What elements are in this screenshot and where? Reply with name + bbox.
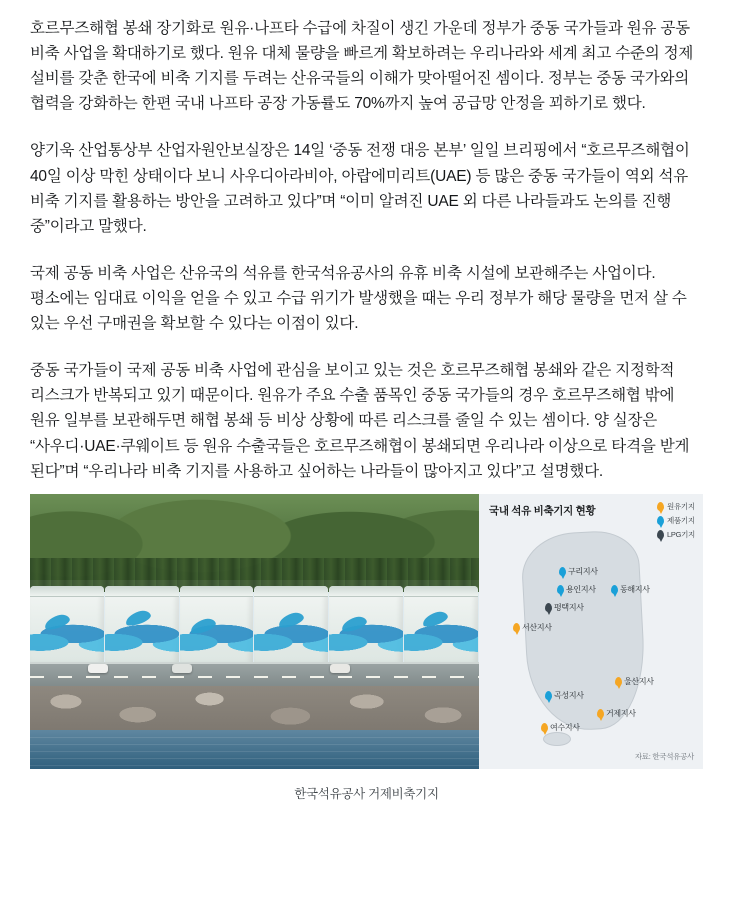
article-paragraph-3: 국제 공동 비축 사업은 산유국의 석유를 한국석유공사의 유휴 비축 시설에 보관해주는 사업이다. 평소에는 임대료 이익을 얻을 수 있고 수급 위기가 발생했을 때는 우리 정부가 해당 물량을 먼저 살 수 있는 우선 구매권을 확보할 수 있다는 이점이 있다.	[30, 264, 687, 333]
map-pin-icon	[545, 603, 552, 612]
map-site-guri	[559, 566, 598, 577]
map-site-gokseong	[545, 690, 584, 701]
map-site-label: 여수지사	[550, 722, 580, 732]
map-pin-icon	[611, 585, 618, 594]
jeju-island	[543, 732, 571, 746]
map-pin-icon	[513, 623, 520, 632]
map-pin-icon	[557, 585, 564, 594]
tank-mural-wave	[254, 622, 328, 656]
map-pin-icon	[657, 516, 664, 525]
map-site-label: 용인지사	[566, 584, 596, 594]
legend-label: LPG기지	[667, 529, 695, 539]
map-site-label: 서산지사	[522, 622, 552, 632]
map-pin-icon	[545, 691, 552, 700]
storage-tank	[329, 586, 403, 664]
oil-storage-photo	[30, 494, 479, 769]
map-site-label: 구리지사	[568, 566, 598, 576]
storage-tank	[105, 586, 179, 664]
article-paragraph-4: 중동 국가들이 국제 공동 비축 사업에 관심을 보이고 있는 것은 호르무즈해협 봉쇄와 같은 지정학적 리스크가 반복되고 있기 때문이다. 원유가 주요 수출 품목인 중동 국가들의 경우 호르무즈해협 밖에 원유 일부를 보관해두면 해협 봉쇄 등 비상 상황에 따른 리스크를 줄일 수 있는 셈이다. 양 실장은 “사우디·UAE·쿠웨이트 등 원유 수출국들은 호르무즈해협이 봉쇄되면 우리나라 이상으로 타격을 받게 된다”며 “우리나라 비축 기지를 사용하고 싶어하는 나라들이 많아지고 있다”고 설명했다.	[30, 362, 690, 480]
tank-mural-wave	[105, 622, 179, 656]
storage-base-map	[479, 494, 703, 769]
storage-tank	[404, 586, 478, 664]
tank-mural-wave	[329, 622, 403, 656]
legend-label: 제품기지	[667, 515, 695, 525]
map-source-credit: 자료: 한국석유공사	[634, 751, 694, 761]
map-site-label: 동해지사	[620, 584, 650, 594]
map-pin-icon	[559, 567, 566, 576]
map-site-label: 거제지사	[606, 708, 636, 718]
map-pin-icon	[657, 502, 664, 511]
tank-mural-wave	[404, 622, 478, 656]
map-title: 국내 석유 비축기지 현황	[489, 504, 596, 517]
map-pin-icon	[597, 709, 604, 718]
map-site-yongin	[557, 584, 596, 595]
map-pin-icon	[541, 723, 548, 732]
article-paragraph-2: 양기욱 산업통상부 산업자원안보실장은 14일 ‘중동 전쟁 대응 본부’ 일일 브리핑에서 “호르무즈해협이 40일 이상 막힌 상태이다 보니 사우디아라비아, 아랍에미리트(UAE) 등 많은 중동 국가들이 역외 석유 비축 기지를 활용하는 방안을 고려하고 있다”며 “이미 알려진 UAE 외 다른 나라들과도 논의를 진행 중”이라고 말했다.	[30, 142, 690, 235]
legend-label: 원유기지	[667, 501, 695, 511]
legend-item-product	[657, 515, 695, 526]
storage-tank-row	[30, 586, 479, 664]
map-site-yeosu	[541, 722, 580, 733]
figure-media-row	[30, 494, 703, 769]
storage-tank	[254, 586, 328, 664]
storage-tank	[30, 586, 104, 664]
map-site-label: 평택지사	[554, 602, 584, 612]
map-site-donghae	[611, 584, 650, 595]
map-site-seosan	[513, 622, 552, 633]
map-site-geoje	[597, 708, 636, 719]
map-site-label: 곡성지사	[554, 690, 584, 700]
storage-tank	[180, 586, 254, 664]
car	[330, 664, 350, 673]
tank-mural-wave	[30, 622, 104, 656]
article-figure	[0, 494, 733, 802]
map-site-label: 울산지사	[624, 676, 654, 686]
legend-item-crude	[657, 501, 695, 512]
sea-water	[30, 730, 479, 769]
map-pin-icon	[615, 677, 622, 686]
figure-caption: 한국석유공사 거제비축기지	[294, 786, 439, 801]
map-site-pyeongtaek	[545, 602, 584, 613]
map-site-ulsan	[615, 676, 654, 687]
car	[172, 664, 192, 673]
korea-map	[507, 526, 675, 750]
article-paragraph-1: 호르무즈해협 봉쇄 장기화로 원유·나프타 수급에 차질이 생긴 가운데 정부가 중동 국가들과 원유 공동 비축 사업을 확대하기로 했다. 원유 대체 물량을 빠르게 확보하려는 우리나라와 세계 최고 수준의 정제 설비를 갖춘 한국에 비축 기지를 두려는 산유국들의 이해가 맞아떨어진 셈이다. 정부는 중동 국가와의 협력을 강화하는 한편 국내 나프타 공장 가동률도 70%까지 높여 공급망 안정을 꾀하기로 했다.	[30, 20, 694, 113]
car	[88, 664, 108, 673]
